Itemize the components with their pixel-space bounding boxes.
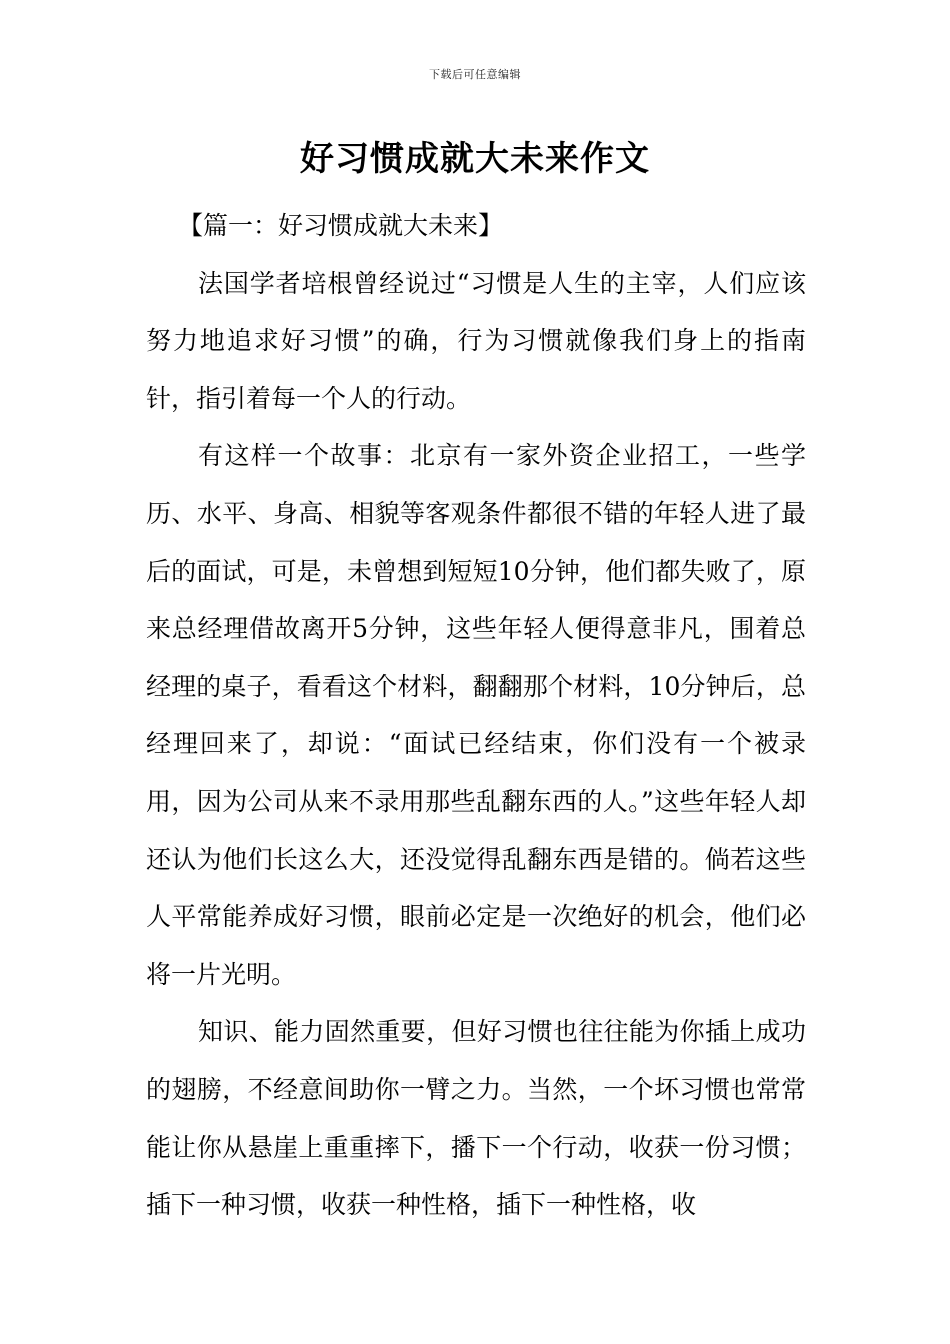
paragraph-2: 有这样一个故事：北京有一家外资企业招工，一些学历、水平、身高、相貌等客观条件都很不错的年轻人进了最后的面试，可是，未曾想到短短10分钟，他们都失败了，原来总经理借故离开5分钟，这些年轻人便得意非凡，围着总经理的桌子，看看这个材料，翻翻那个材料，10分钟后，总经理回来了，却说：“面试已经结束，你们没有一个被录用，因为公司从来不录用那些乱翻东西的人。”这些年轻人却还认为他们长这么大，还没觉得乱翻东西是错的。倘若这些人平常能养成好习惯，眼前必定是一次绝好的机会，他们必将一片光明。	[146, 441, 806, 989]
paragraph-3: 知识、能力固然重要，但好习惯也往往能为你插上成功的翅膀，不经意间助你一臂之力。当然，一个坏习惯也常常能让你从悬崖上重重摔下，播下一个行动，收获一份习惯；插下一种习惯，收获一种性格，插下一种性格，收	[146, 1017, 806, 1220]
section-heading: 【篇一：好习惯成就大未来】	[178, 211, 504, 240]
header-note: 下载后可任意编辑	[429, 68, 521, 81]
document-title: 好习惯成就大未来作文	[300, 139, 650, 179]
paragraph-1: 法国学者培根曾经说过“习惯是人生的主宰，人们应该努力地追求好习惯”的确，行为习惯就像我们身上的指南针，指引着每一个人的行动。	[146, 268, 806, 413]
document-body	[146, 197, 806, 1234]
